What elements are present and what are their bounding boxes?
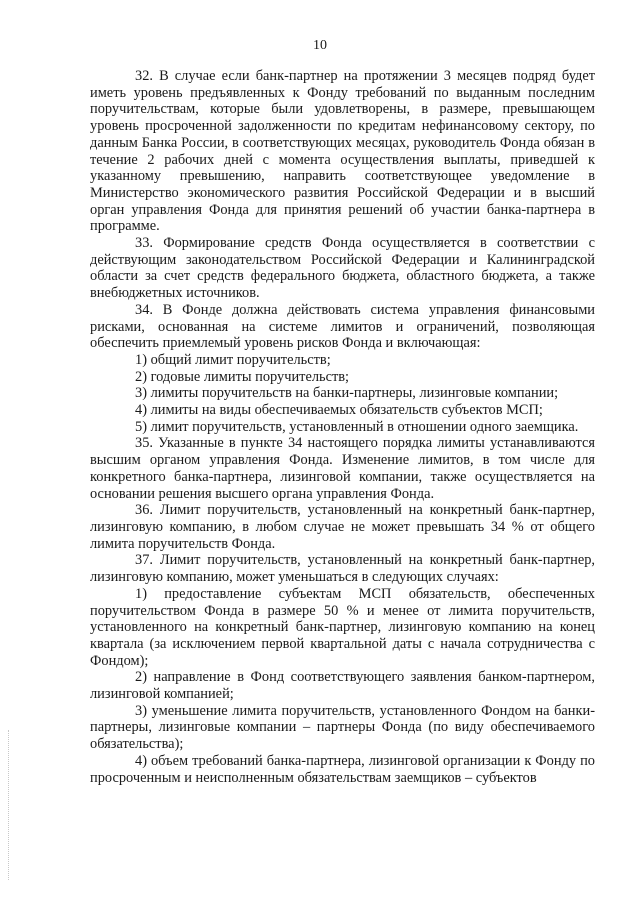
- paragraph-37: 37. Лимит поручительств, установленный на конкретный банк-партнер, лизинговую компанию, может уменьшаться в следующих случаях:: [90, 552, 595, 586]
- paragraph-34-item-1: 1) общий лимит поручительств;: [135, 351, 331, 368]
- paragraph-35: 35. Указанные в пункте 34 настоящего порядка лимиты устанавливаются высшим органом управления Фонда. Изменение лимитов, в том числе для конкретного банка-партнера, лизинговой компании, также осуществляется на основании решения высшего органа управления Фонда.: [90, 435, 595, 502]
- document-body: [90, 68, 595, 786]
- paragraph-33: 33. Формирование средств Фонда осуществляется в соответствии с действующим законодательством Российской Федерации и Калининградской области за счет средств федерального бюджета, областного бюджета, а также внебюджетных источников.: [90, 235, 595, 302]
- scan-margin-mark: [8, 730, 10, 880]
- paragraph-34: 34. В Фонде должна действовать система управления финансовыми рисками, основанная на системе лимитов и ограничений, позволяющая обеспечить приемлемый уровень рисков Фонда и включающая:: [90, 301, 595, 352]
- paragraph-34-item-3: 3) лимиты поручительств на банки-партнеры, лизинговые компании;: [135, 385, 559, 402]
- paragraph-34-item-5: 5) лимит поручительств, установленный в отношении одного заемщика.: [135, 418, 579, 435]
- paragraph-32: 32. В случае если банк-партнер на протяжении 3 месяцев подряд будет иметь уровень предъявленных к Фонду требований по выданным последним поручительствам, которые были удовлетворены, в размере, превышающем уровень просроченной задолженности по кредитам нефинансовому сектору, по данным Банка России, в соответствующих месяцах, руководитель Фонда обязан в течение 2 рабочих дней с момента осуществления выплаты, приведшей к указанному превышению, направить соответствующее уведомление в Министерство экономического развития Российской Федерации и в высший орган управления Фонда для принятия решений об участии банка-партнера в программе.: [90, 68, 595, 235]
- paragraph-37-item-4: 4) объем требований банка-партнера, лизинговой организации к Фонду по просроченным и неисполненным обязательствам заемщиков – субъектов: [90, 752, 595, 786]
- page-number: 10: [313, 38, 327, 53]
- paragraph-34-item-4: 4) лимиты на виды обеспечиваемых обязательств субъектов МСП;: [135, 402, 543, 419]
- paragraph-37-item-1: 1) предоставление субъектам МСП обязательств, обеспеченных поручительством Фонда в размере 50 % и менее от лимита поручительств, установленного на конкретный банк-партнер, лизинговую компанию на конец квартала (за исключением первой квартальной даты с начала сотрудничества с Фондом);: [90, 585, 595, 669]
- paragraph-37-item-3: 3) уменьшение лимита поручительств, установленного Фондом на банки-партнеры, лизинговые компании – партнеры Фонда (по виду обеспечиваемого обязательства);: [90, 702, 595, 753]
- paragraph-37-item-2: 2) направление в Фонд соответствующего заявления банком-партнером, лизинговой компанией;: [90, 669, 595, 703]
- paragraph-34-item-2: 2) годовые лимиты поручительств;: [135, 368, 350, 385]
- paragraph-36: 36. Лимит поручительств, установленный на конкретный банк-партнер, лизинговую компанию, в любом случае не может превышать 34 % от общего лимита поручительств Фонда.: [90, 502, 595, 552]
